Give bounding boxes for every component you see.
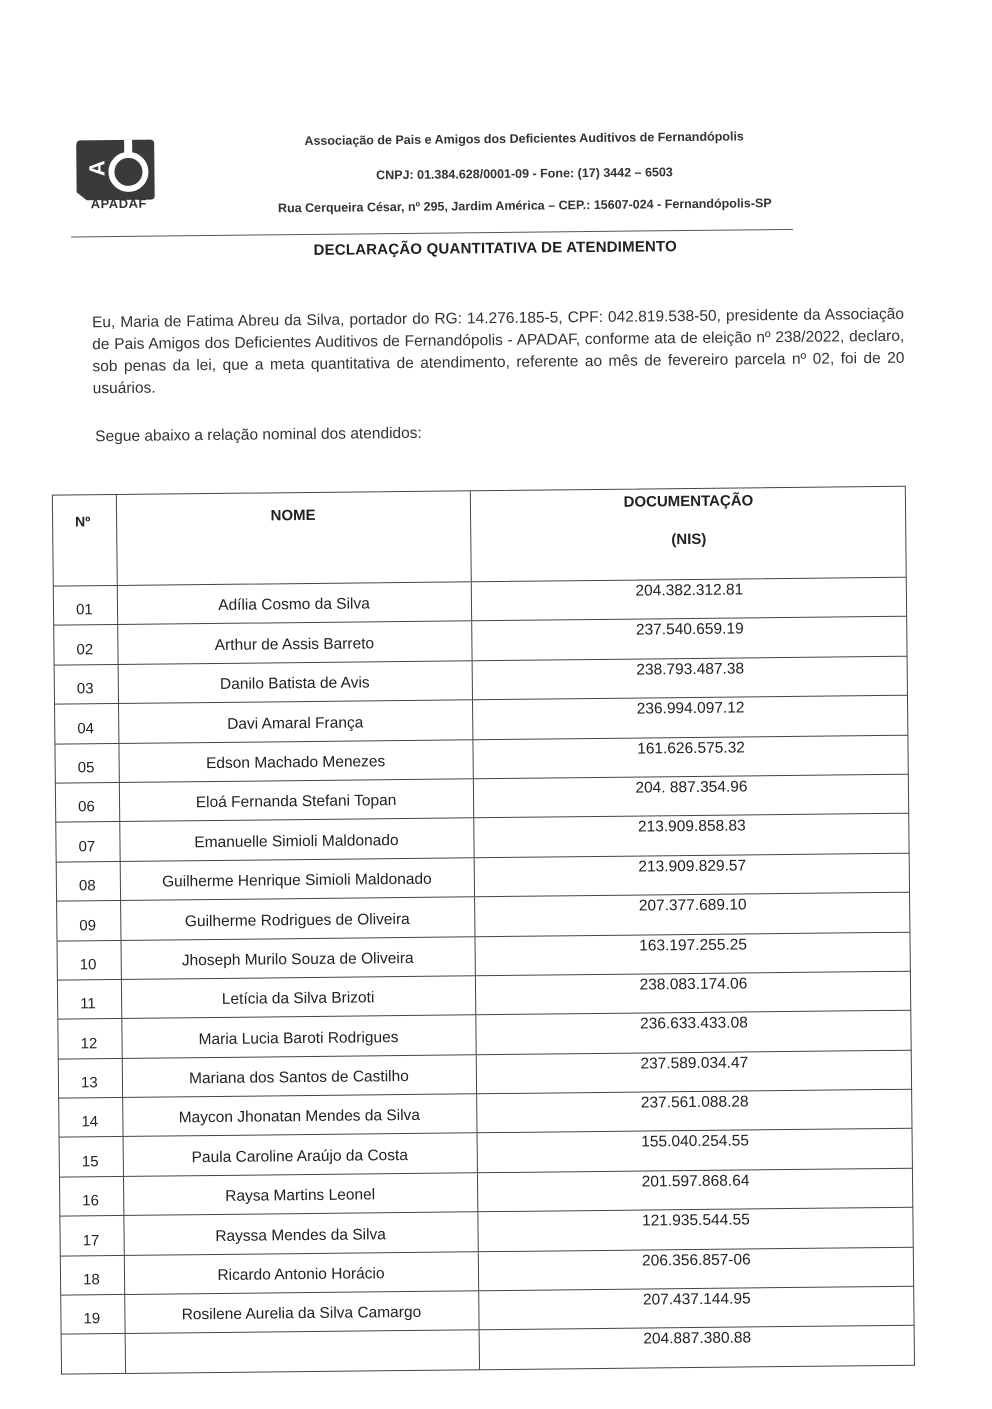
row-name: Raysa Martins Leonel [225, 1186, 376, 1206]
row-name [125, 1361, 479, 1365]
row-nis: 163.197.255.25 [639, 935, 748, 955]
row-nis: 201.597.868.64 [641, 1172, 750, 1191]
header-cnpj-phone: CNPJ: 01.384.628/0001-09 - Fone: (17) 3442 – 6503 [376, 165, 673, 183]
row-number: 06 [78, 798, 95, 816]
row-name: Davi Amaral França [227, 713, 364, 733]
row-nis: 155.040.254.55 [641, 1132, 750, 1152]
row-number: 14 [81, 1113, 99, 1131]
row-name: Ricardo Antonio Horácio [217, 1265, 385, 1285]
row-nis: 238.083.174.06 [639, 975, 748, 994]
row-number: 19 [83, 1310, 101, 1328]
row-number: 15 [81, 1153, 99, 1171]
row-nis: 207.437.144.95 [642, 1290, 751, 1309]
row-name: Rosilene Aurelia da Silva Camargo [181, 1304, 422, 1324]
row-number: 16 [82, 1192, 100, 1210]
header-no: Nº [75, 513, 91, 530]
row-nis: 204. 887.354.96 [635, 778, 748, 797]
row-name: Adília Cosmo da Silva [218, 595, 370, 615]
row-nis: 213.909.829.57 [638, 857, 747, 876]
row-number: 03 [76, 680, 94, 698]
row-name: Mariana dos Santos de Castilho [189, 1068, 409, 1088]
declaration-paragraph: Eu, Maria de Fatima Abreu da Silva, portador do RG: 14.276.185-5, CPF: 042.819.538-50, presidente da Associação de Pais Amigos dos Deficientes Auditivos de Fernandópolis - APADAF, conforme ata de eleição nº 238/2022, declaro, sob penas da lei, que a meta quantitativa de atendimento, referente ao mês de fevereiro parcela nº 02, foi de 20 usuários. [91, 305, 905, 398]
row-number: 10 [79, 956, 97, 974]
header-organization: Associação de Pais e Amigos dos Deficientes Auditivos de Fernandópolis [304, 129, 744, 149]
attendees-table [52, 486, 915, 1375]
document-title: DECLARAÇÃO QUANTITATIVA DE ATENDIMENTO [313, 238, 678, 259]
row-name: Guilherme Henrique Simioli Maldonado [161, 870, 432, 891]
row-nis: 121.935.544.55 [642, 1211, 750, 1230]
row-nis: 207.377.689.10 [638, 896, 747, 915]
row-number: 11 [80, 995, 96, 1013]
row-number: 12 [80, 1034, 98, 1053]
row-number: 01 [75, 601, 93, 619]
row-nis: 237.589.034.47 [640, 1054, 749, 1073]
row-name: Guilherme Rodrigues de Oliveira [184, 910, 410, 930]
header-nis: (NIS) [671, 530, 707, 549]
row-name: Danilo Batista de Avis [219, 674, 370, 694]
row-name: Emanuelle Simioli Maldonado [194, 831, 399, 851]
header-divider [71, 229, 793, 238]
row-number: 04 [77, 719, 95, 737]
header-nome: NOME [270, 506, 316, 525]
row-name: Eloá Fernanda Stefani Topan [195, 792, 397, 812]
table-body [53, 578, 915, 1375]
row-name: Maria Lucia Baroti Rodrigues [198, 1028, 399, 1048]
row-number: 09 [79, 916, 97, 934]
row-number: 17 [82, 1231, 100, 1250]
table-row [61, 1326, 915, 1374]
row-nis: 236.994.097.12 [636, 699, 745, 718]
row-nis: 204.382.312.81 [635, 581, 744, 600]
row-nis: 237.540.659.19 [635, 620, 744, 639]
row-name: Paula Caroline Araújo da Costa [191, 1146, 408, 1167]
row-nis: 213.909.858.83 [637, 817, 746, 836]
row-name: Edson Machado Menezes [205, 753, 386, 773]
row-name: Maycon Jhonatan Mendes da Silva [178, 1107, 421, 1127]
row-number: 13 [80, 1074, 98, 1092]
svg-text:A: A [84, 160, 110, 177]
row-nis: 238.793.487.38 [636, 660, 745, 679]
row-name: Jhoseph Murilo Souza de Oliveira [181, 949, 414, 970]
row-number: 02 [76, 641, 94, 659]
list-intro: Segue abaixo a relação nominal dos atendidos: [95, 424, 422, 446]
logo-label: APADAF [90, 195, 147, 212]
row-name: Arthur de Assis Barreto [214, 635, 375, 654]
row-nis: 204.887.380.88 [643, 1329, 752, 1348]
row-nis: 161.626.575.32 [637, 739, 745, 758]
header-address: Rua Cerqueira César, nº 295, Jardim América – CEP.: 15607-024 - Fernandópolis-SP [277, 196, 772, 216]
row-number: 05 [77, 759, 95, 777]
row-number: 07 [78, 837, 96, 856]
row-number: 18 [82, 1271, 100, 1289]
row-name: Letícia da Silva Brizoti [221, 989, 375, 1009]
header-documentacao: DOCUMENTAÇÃO [623, 492, 754, 511]
row-name: Rayssa Mendes da Silva [215, 1225, 386, 1245]
row-nis: 237.561.088.28 [640, 1093, 749, 1112]
row-number: 08 [78, 877, 96, 895]
row-nis: 236.633.433.08 [639, 1014, 748, 1033]
row-nis: 206.356.857-06 [641, 1251, 751, 1270]
table-header [52, 486, 907, 587]
